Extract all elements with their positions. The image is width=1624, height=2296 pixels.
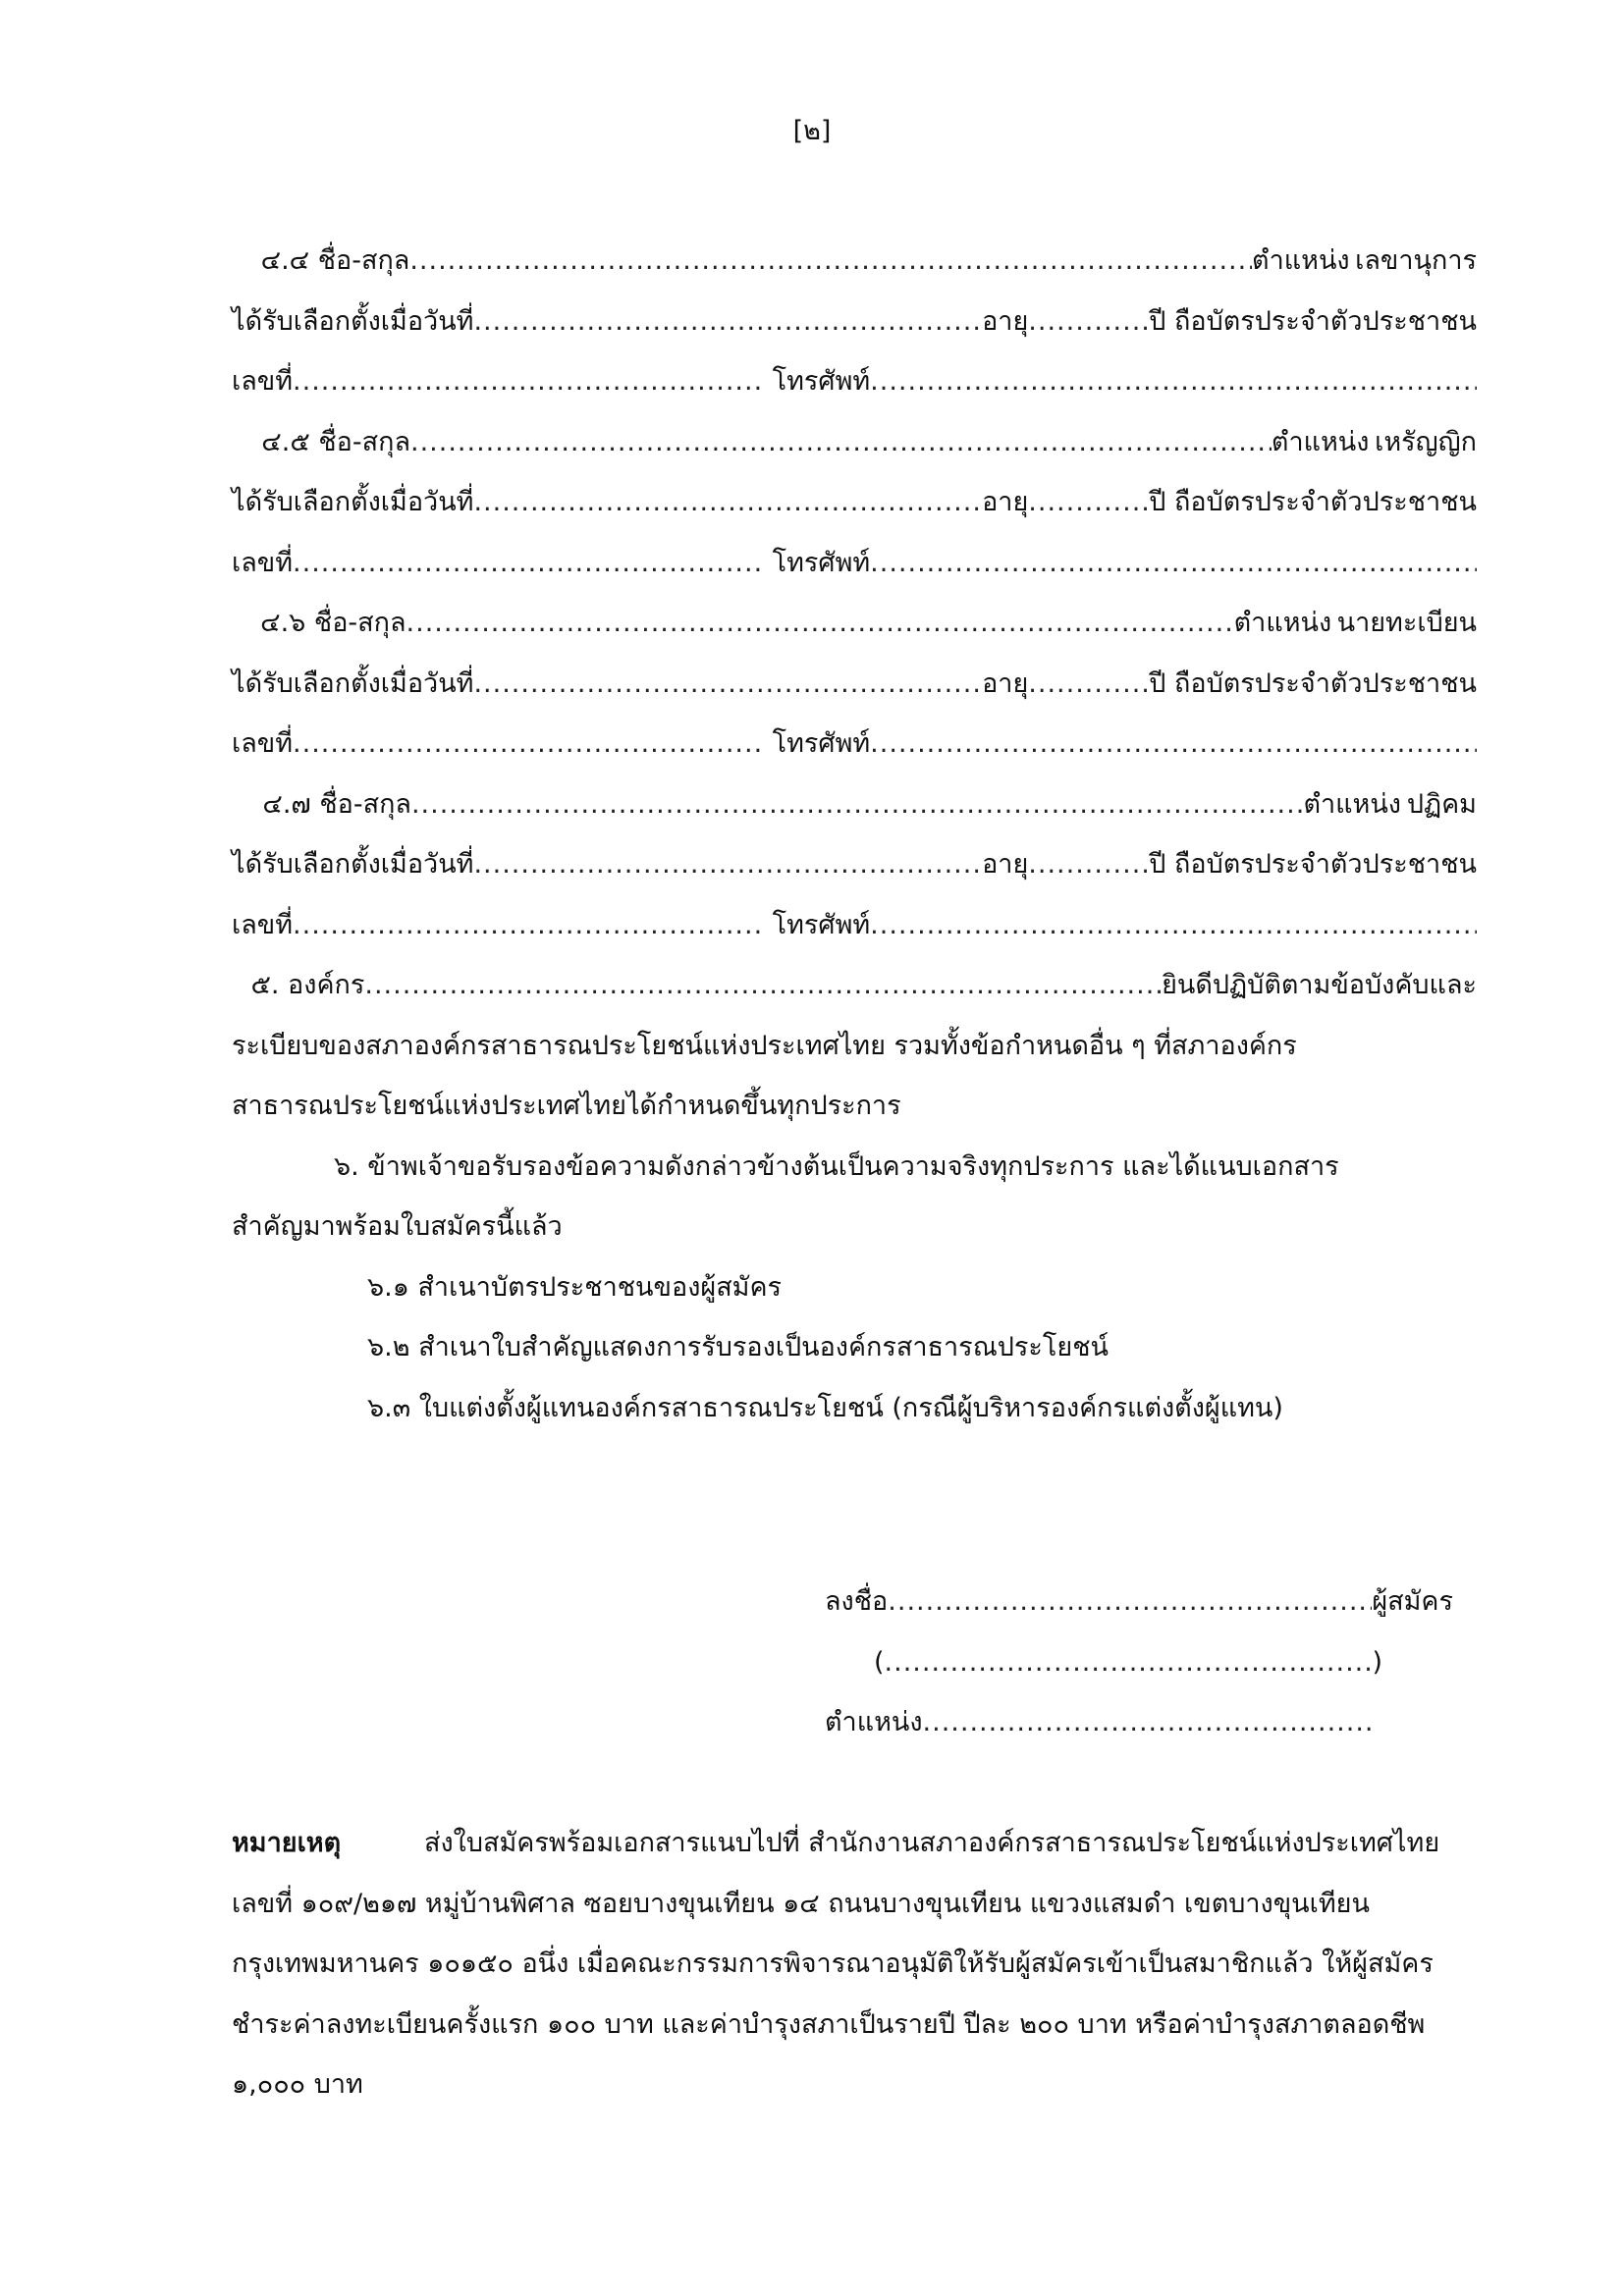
member-4-5-id-row	[232, 544, 1477, 583]
organization-fill-line[interactable]	[364, 966, 1162, 1005]
member-4-7-name-row	[232, 785, 1477, 825]
id-no-label: เลขที่	[232, 728, 294, 759]
attachment-item: ๖.๒ สำเนาใบสำคัญแสดงการรับรองเป็นองค์กรสาธารณประโยชน์	[367, 1332, 1109, 1362]
years-id-label: ปี ถือบัตรประจำตัวประชาชน	[1149, 306, 1477, 337]
member-4-7-elected-row	[232, 845, 1477, 884]
name-label: ชื่อ-สกุล	[319, 789, 411, 820]
phone-label: โทรศัพท์	[772, 728, 871, 759]
id-no-label: เลขที่	[232, 910, 294, 940]
section-5-lead: ๕. องค์กร	[250, 970, 365, 1000]
elected-date-fill-line[interactable]	[473, 302, 982, 342]
section-5-line-2: ระเบียบของสภาองค์กรสาธารณประโยชน์แห่งประเทศไทย รวมทั้งข้อกำหนดอื่น ๆ ที่สภาองค์กร	[232, 1031, 1297, 1061]
note-line-2: เลขที่ ๑๐๙/๒๑๗ หมู่บ้านพิศาล ซอยบางขุนเทียน ๑๔ ถนนบางขุนเทียน แขวงแสมดำ เขตบางขุนเทียน	[232, 1889, 1370, 1919]
age-label: อายุ	[982, 849, 1029, 880]
phone-fill-line[interactable]	[870, 362, 1477, 401]
member-number: ๔.๗	[262, 789, 311, 820]
elected-label: ได้รับเลือกตั้งเมื่อวันที่	[232, 668, 474, 699]
elected-date-fill-line[interactable]	[473, 845, 982, 884]
years-id-label: ปี ถือบัตรประจำตัวประชาชน	[1149, 668, 1477, 699]
age-label: อายุ	[982, 306, 1029, 337]
note-label-text: หมายเหตุ	[232, 1828, 342, 1858]
position-label: ตำแหน่ง	[1271, 427, 1370, 457]
age-fill-line[interactable]	[1028, 302, 1149, 342]
name-label: ชื่อ-สกุล	[318, 427, 410, 457]
elected-label: ได้รับเลือกตั้งเมื่อวันที่	[232, 849, 474, 880]
phone-label: โทรศัพท์	[772, 366, 871, 397]
section-6-line-2: สำคัญมาพร้อมใบสมัครนี้แล้ว	[232, 1211, 563, 1242]
section-5-line-1-end: ยินดีปฏิบัติตามข้อบังคับและ	[1162, 970, 1477, 1000]
note-line-3: กรุงเทพมหานคร ๑๐๑๕๐ อนึ่ง เมื่อคณะกรรมการพิจารณาอนุมัติให้รับผู้สมัครเข้าเป็นสมาชิกแล้ว ให้ผู้สมัคร	[232, 1949, 1434, 1979]
elected-label: ได้รับเลือกตั้งเมื่อวันที่	[232, 487, 474, 517]
signature-row	[825, 1582, 1453, 1622]
id-no-label: เลขที่	[232, 548, 294, 578]
section-5-line-3: สาธารณประโยชน์แห่งประเทศไทยได้กำหนดขึ้นทุกประการ	[232, 1091, 901, 1121]
elected-date-fill-line[interactable]	[473, 483, 982, 522]
page-number: [๒]	[792, 116, 832, 146]
name-fill-line[interactable]	[409, 241, 1252, 281]
printed-name-fill-line[interactable]	[885, 1643, 1373, 1682]
section-5-line-1	[232, 966, 1477, 1005]
name-fill-line[interactable]	[406, 604, 1234, 643]
attachment-item: ๖.๑ สำเนาบัตรประชาชนของผู้สมัคร	[367, 1272, 783, 1303]
phone-label: โทรศัพท์	[772, 910, 871, 940]
id-no-label: เลขที่	[232, 366, 294, 397]
age-fill-line[interactable]	[1028, 845, 1149, 884]
name-label: ชื่อ-สกุล	[317, 245, 410, 276]
member-4-5-elected-row	[232, 483, 1477, 522]
applicant-label: ผู้สมัคร	[1372, 1586, 1453, 1617]
member-4-6-id-row	[232, 724, 1477, 764]
years-id-label: ปี ถือบัตรประจำตัวประชาชน	[1149, 849, 1477, 880]
member-4-4-id-row	[232, 362, 1477, 401]
close-paren: )	[1372, 1647, 1382, 1678]
age-fill-line[interactable]	[1028, 483, 1149, 522]
name-label: ชื่อ-สกุล	[313, 608, 406, 638]
position-label: ตำแหน่ง	[825, 1707, 923, 1737]
name-fill-line[interactable]	[411, 785, 1303, 825]
age-label: อายุ	[982, 668, 1029, 699]
printed-name-row	[874, 1643, 1382, 1682]
member-number: ๔.๕	[261, 427, 310, 457]
member-4-6-elected-row	[232, 665, 1477, 704]
note-line-5: ๑,๐๐๐ บาท	[232, 2069, 363, 2100]
id-no-fill-line[interactable]	[293, 362, 764, 401]
signature-fill-line[interactable]	[888, 1582, 1372, 1622]
phone-fill-line[interactable]	[870, 544, 1477, 583]
signer-position-row	[825, 1703, 1375, 1742]
position-value: เหรัญญิก	[1375, 427, 1477, 457]
member-4-4-elected-row	[232, 302, 1477, 342]
position-value: นายทะเบียน	[1336, 608, 1477, 638]
position-label: ตำแหน่ง	[1233, 608, 1332, 638]
member-number: ๔.๔	[260, 245, 310, 276]
attachment-item: ๖.๓ ใบแต่งตั้งผู้แทนองค์กรสาธารณประโยชน์ (กรณีผู้บริหารองค์กรแต่งตั้งผู้แทน)	[367, 1393, 1283, 1423]
member-number: ๔.๖	[260, 608, 306, 638]
position-value: ปฏิคม	[1406, 789, 1477, 820]
elected-date-fill-line[interactable]	[473, 665, 982, 704]
section-6-line-1: ๖. ข้าพเจ้าขอรับรองข้อความดังกล่าวข้างต้นเป็นความจริงทุกประการ และได้แนบเอกสาร	[334, 1151, 1339, 1182]
age-fill-line[interactable]	[1028, 665, 1149, 704]
note-line-4: ชำระค่าลงทะเบียนครั้งแรก ๑๐๐ บาท และค่าบำรุงสภาเป็นรายปี ปีละ ๒๐๐ บาท หรือค่าบำรุงสภาตลอดชีพ	[232, 2009, 1426, 2040]
member-4-6-name-row	[232, 604, 1477, 643]
name-fill-line[interactable]	[410, 423, 1272, 462]
signer-position-fill-line[interactable]	[923, 1703, 1375, 1742]
member-4-4-name-row	[232, 241, 1477, 281]
id-no-fill-line[interactable]	[293, 544, 764, 583]
open-paren: (	[874, 1647, 885, 1678]
member-4-5-name-row	[232, 423, 1477, 462]
phone-label: โทรศัพท์	[772, 548, 871, 578]
note-line-1: ส่งใบสมัครพร้อมเอกสารแนบไปที่ สำนักงานสภาองค์กรสาธารณประโยชน์แห่งประเทศไทย	[424, 1828, 1440, 1858]
position-label: ตำแหน่ง	[1303, 789, 1401, 820]
phone-fill-line[interactable]	[870, 724, 1477, 764]
member-4-7-id-row	[232, 906, 1477, 945]
years-id-label: ปี ถือบัตรประจำตัวประชาชน	[1149, 487, 1477, 517]
elected-label: ได้รับเลือกตั้งเมื่อวันที่	[232, 306, 474, 337]
id-no-fill-line[interactable]	[293, 724, 764, 764]
age-label: อายุ	[982, 487, 1029, 517]
id-no-fill-line[interactable]	[293, 906, 764, 945]
position-value: เลขานุการ	[1355, 245, 1477, 276]
sign-label: ลงชื่อ	[825, 1586, 889, 1617]
position-label: ตำแหน่ง	[1252, 245, 1350, 276]
phone-fill-line[interactable]	[870, 906, 1477, 945]
note-label	[232, 1824, 341, 1863]
